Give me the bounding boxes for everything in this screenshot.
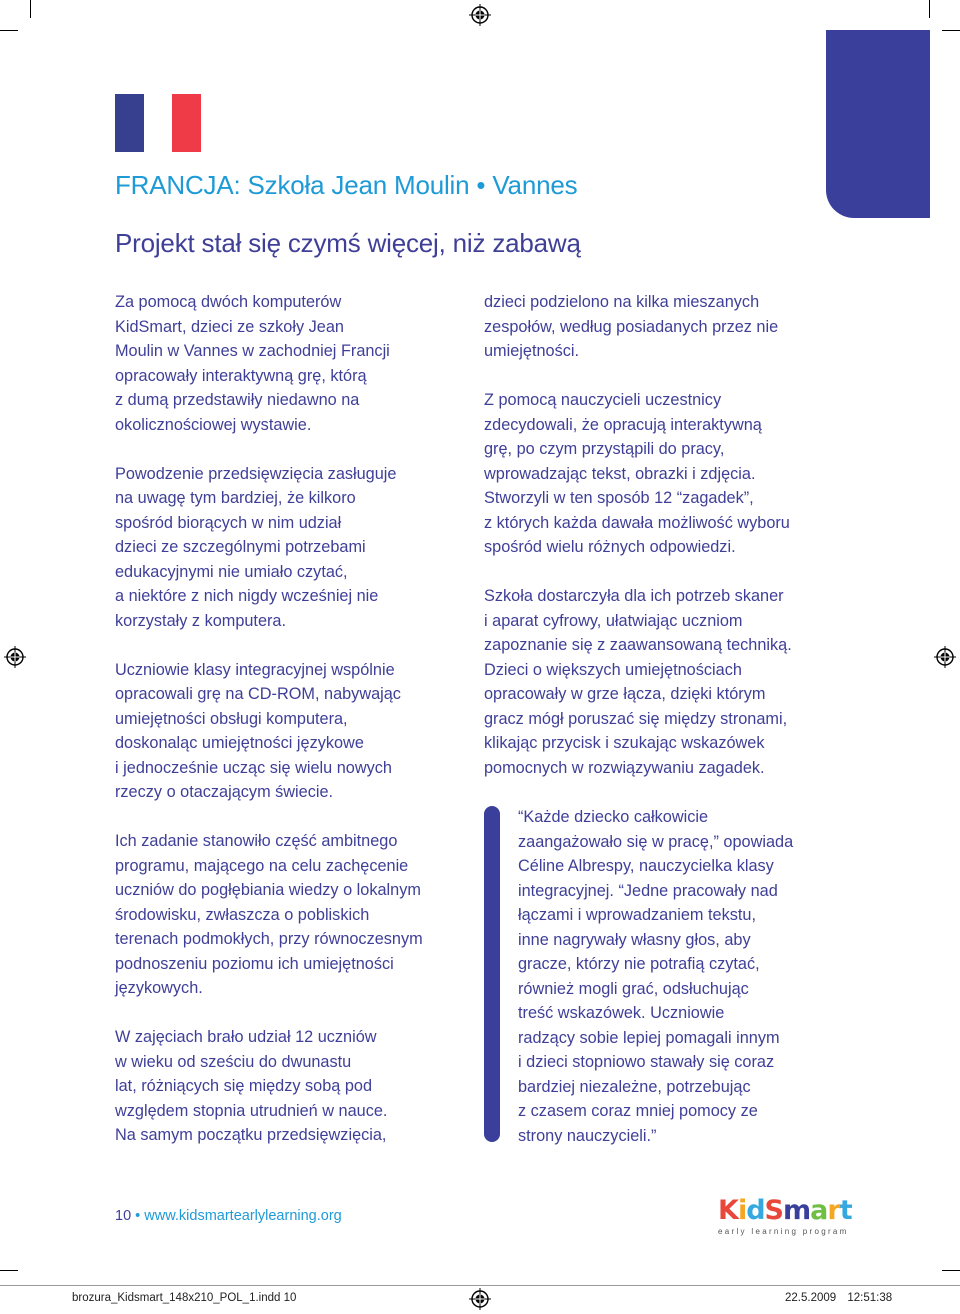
crop-mark	[0, 1270, 18, 1271]
paragraph: Za pomocą dwóch komputerów KidSmart, dzieci ze szkoły Jean Moulin w Vannes w zachodniej Francji opracowały interaktywną grę, którą z dumą przedstawiły niedawno na okolicznościowej wystawie.	[115, 293, 390, 434]
registration-mark-icon	[934, 646, 956, 668]
slug-filename: brozura_Kidsmart_148x210_POL_1.indd	[72, 1292, 281, 1304]
paragraph: Powodzenie przedsięwzięcia zasługuje na uwagę tym bardziej, że kilkoro spośród biorących w nim udział dzieci ze szczególnymi potrzebami edukacyjnymi nie umiało czytać, a niektóre z nich nigdy wcześniej nie korzystały z komputera.	[115, 464, 397, 630]
crop-mark	[30, 0, 31, 18]
page-footer	[115, 1208, 342, 1224]
quote-bar	[484, 806, 500, 1142]
slug-date: 22.5.2009	[785, 1292, 837, 1304]
pull-quote: “Każde dziecko całkowicie zaangażowało się w pracę,” opowiada Céline Albrespy, nauczycielka klasy integracyjnej. “Jedne pracowały nad łączami i wprowadzaniem tekstu, inne nagrywały własny głos, aby gracze, którzy nie potrafią czytać, również mogli grać, odsłuchując treść wskazówek. Uczniowie radzący sobie lepiej pomagali innym i dzieci stopniowo stawały się coraz bardziej niezależne, potrzebując z czasem coraz mniej pomocy ze strony nauczycieli.”	[518, 808, 794, 1145]
france-flag	[115, 94, 201, 152]
slug-file-info	[72, 1292, 296, 1304]
paragraph: Uczniowie klasy integracyjnej wspólnie opracowali grę na CD-ROM, nabywając umiejętności obsługi komputera, doskonaląc umiejętności językowe i jednocześnie ucząc się wielu nowych rzeczy o otaczającym świecie.	[115, 660, 401, 801]
paragraph: Z pomocą nauczycieli uczestnicy zdecydowali, że opracują interaktywną grę, po czym przystąpili do pracy, wprowadzając tekst, obrazki i zdjęcia. Stworzyli w ten sposób 12 “zagadek”, z których każda dawała możliwość wyboru spośród wielu różnych odpowiedzi.	[484, 391, 790, 556]
country-title: FRANCJA: Szkoła Jean Moulin • Vannes	[115, 170, 578, 200]
slug-page: 10	[283, 1292, 297, 1304]
paragraph: dzieci podzielono na kilka mieszanych zespołów, według posiadanych przez nie umiejętności.	[484, 293, 779, 360]
page-headline: Projekt stał się czymś więcej, niż zabawą	[115, 228, 581, 258]
right-column	[484, 290, 824, 805]
registration-mark-icon	[4, 646, 26, 668]
crop-mark	[942, 1270, 960, 1271]
flag-stripe-blue	[115, 94, 144, 152]
crop-mark	[942, 30, 960, 31]
left-column	[115, 290, 465, 1172]
page-number: 10	[115, 1208, 132, 1224]
logo-wordmark: KidSmart	[718, 1195, 852, 1226]
paragraph: Szkoła dostarczyła dla ich potrzeb skaner i aparat cyfrowy, ułatwiając uczniom zapoznanie się z zaawansowaną techniką. Dzieci o większych umiejętnościach opracowały w grze łącza, dzięki którym gracz mógł poruszać się między stronami, klikając przycisk i szukając wskazówek pomocnych w rozwiązywaniu zagadek.	[484, 587, 792, 777]
website-link[interactable]: www.kidsmartearlylearning.org	[144, 1208, 342, 1224]
kidsmart-logo	[718, 1195, 852, 1242]
corner-tab	[826, 30, 930, 218]
slug-time: 12:51:38	[847, 1292, 893, 1304]
flag-stripe-red	[172, 94, 201, 152]
paragraph: W zajęciach brało udział 12 uczniów w wieku od sześciu do dwunastu lat, różniących się między sobą pod względem stopnia utrudnień w nauce. Na samym początku przedsięwzięcia,	[115, 1028, 388, 1144]
flag-stripe-white	[144, 94, 173, 152]
logo-tagline: early learning program	[718, 1227, 849, 1236]
slug-rule	[0, 1285, 960, 1286]
registration-mark-icon	[469, 4, 491, 26]
crop-mark	[0, 30, 18, 31]
slug-timestamp	[785, 1292, 892, 1304]
footer-bullet: •	[135, 1208, 141, 1224]
paragraph: Ich zadanie stanowiło część ambitnego programu, mającego na celu zachęcenie uczniów do pogłębiania wiedzy o lokalnym środowisku, zwłaszcza o pobliskich terenach podmokłych, przy równoczesnym podnoszeniu poziomu ich umiejętności językowych.	[115, 832, 423, 997]
registration-mark-icon	[469, 1288, 491, 1310]
crop-mark	[929, 0, 930, 18]
